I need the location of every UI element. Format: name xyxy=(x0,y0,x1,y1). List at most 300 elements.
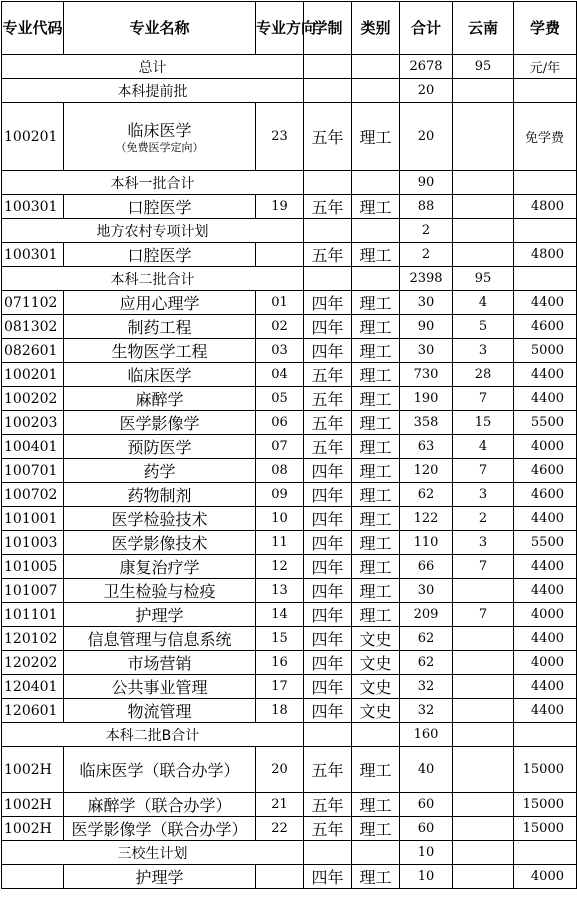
direction-cell: 08 xyxy=(256,459,304,483)
total-cell: 62 xyxy=(400,651,453,675)
direction-cell: 16 xyxy=(256,651,304,675)
category-cell xyxy=(352,171,400,195)
major-code-cell: 081302 xyxy=(2,315,64,339)
fee-cell xyxy=(514,723,577,747)
yunnan-cell: 3 xyxy=(453,531,514,555)
duration-cell: 五年 xyxy=(304,363,352,387)
major-name-cell xyxy=(64,387,256,411)
duration-cell: 四年 xyxy=(304,675,352,699)
total-cell: 20 xyxy=(400,103,453,171)
duration-cell: 四年 xyxy=(304,483,352,507)
yunnan-cell xyxy=(453,651,514,675)
yunnan-cell: 15 xyxy=(453,411,514,435)
yunnan-cell: 7 xyxy=(453,603,514,627)
category-cell: 理工 xyxy=(352,195,400,219)
total-cell: 358 xyxy=(400,411,453,435)
category-cell: 理工 xyxy=(352,363,400,387)
total-cell: 32 xyxy=(400,675,453,699)
major-name-cell xyxy=(64,339,256,363)
table-row xyxy=(2,793,577,817)
total-cell: 209 xyxy=(400,603,453,627)
duration-cell: 四年 xyxy=(304,699,352,723)
fee-cell: 4400 xyxy=(514,579,577,603)
major-name: 临床医学 xyxy=(127,366,192,385)
fee-cell: 4000 xyxy=(514,603,577,627)
duration-cell: 四年 xyxy=(304,315,352,339)
table-row xyxy=(2,411,577,435)
total-cell: 63 xyxy=(400,435,453,459)
duration-cell xyxy=(304,723,352,747)
yunnan-cell xyxy=(453,793,514,817)
yunnan-cell: 95 xyxy=(453,267,514,291)
table-row xyxy=(2,651,577,675)
major-code-cell: 120102 xyxy=(2,627,64,651)
major-code-cell: 1002H xyxy=(2,817,64,841)
major-name-cell xyxy=(64,747,256,793)
major-name: 口腔医学 xyxy=(127,246,192,265)
total-cell: 160 xyxy=(400,723,453,747)
yunnan-cell xyxy=(453,817,514,841)
yunnan-cell: 2 xyxy=(453,507,514,531)
duration-cell: 四年 xyxy=(304,507,352,531)
fee-cell: 4400 xyxy=(514,675,577,699)
yunnan-cell: 4 xyxy=(453,291,514,315)
fee-cell: 5000 xyxy=(514,339,577,363)
fee-cell: 15000 xyxy=(514,793,577,817)
direction-cell: 11 xyxy=(256,531,304,555)
major-name-cell xyxy=(64,315,256,339)
table-row xyxy=(2,507,577,531)
fee-cell xyxy=(514,219,577,243)
direction-cell: 22 xyxy=(256,817,304,841)
section-row xyxy=(2,841,577,865)
yunnan-cell: 4 xyxy=(453,435,514,459)
duration-cell: 四年 xyxy=(304,531,352,555)
category-cell xyxy=(352,723,400,747)
table-row xyxy=(2,339,577,363)
section-label: 本科一批合计 xyxy=(2,171,304,195)
section-label: 本科二批合计 xyxy=(2,267,304,291)
major-code-cell: 101101 xyxy=(2,603,64,627)
major-name: 药物制剂 xyxy=(127,486,192,505)
duration-cell: 四年 xyxy=(304,339,352,363)
major-name-cell xyxy=(64,363,256,387)
category-cell: 理工 xyxy=(352,315,400,339)
major-name-cell xyxy=(64,243,256,267)
table-row xyxy=(2,363,577,387)
duration-cell: 四年 xyxy=(304,651,352,675)
total-cell: 110 xyxy=(400,531,453,555)
major-code-cell: 120601 xyxy=(2,699,64,723)
fee-cell: 5500 xyxy=(514,531,577,555)
direction-cell: 21 xyxy=(256,793,304,817)
major-code-cell: 1002H xyxy=(2,793,64,817)
major-name: 康复治疗学 xyxy=(119,558,200,577)
major-code-cell: 082601 xyxy=(2,339,64,363)
total-cell: 730 xyxy=(400,363,453,387)
category-cell: 理工 xyxy=(352,603,400,627)
major-name: 临床医学 xyxy=(127,121,192,140)
direction-cell: 05 xyxy=(256,387,304,411)
direction-cell xyxy=(256,865,304,889)
major-code-cell xyxy=(2,865,64,889)
section-row xyxy=(2,79,577,103)
duration-cell: 四年 xyxy=(304,627,352,651)
duration-cell: 四年 xyxy=(304,865,352,889)
direction-cell: 19 xyxy=(256,195,304,219)
direction-cell: 01 xyxy=(256,291,304,315)
major-name: 应用心理学 xyxy=(119,294,200,313)
enrollment-plan-table xyxy=(1,1,577,889)
fee-cell xyxy=(514,841,577,865)
section-row xyxy=(2,267,577,291)
fee-cell: 元/年 xyxy=(514,55,577,79)
total-cell: 122 xyxy=(400,507,453,531)
category-cell: 理工 xyxy=(352,339,400,363)
major-name: 药学 xyxy=(143,462,176,481)
yunnan-cell xyxy=(453,675,514,699)
yunnan-cell: 3 xyxy=(453,483,514,507)
major-name: 口腔医学 xyxy=(127,198,192,217)
direction-cell: 07 xyxy=(256,435,304,459)
total-cell: 30 xyxy=(400,579,453,603)
category-cell: 理工 xyxy=(352,747,400,793)
category-cell: 理工 xyxy=(352,411,400,435)
total-cell: 88 xyxy=(400,195,453,219)
category-cell xyxy=(352,55,400,79)
table-row xyxy=(2,103,577,171)
yunnan-cell xyxy=(453,627,514,651)
major-code-cell: 100203 xyxy=(2,411,64,435)
major-name: 医学检验技术 xyxy=(111,510,208,529)
total-cell: 2 xyxy=(400,243,453,267)
major-code-cell: 101007 xyxy=(2,579,64,603)
section-row xyxy=(2,219,577,243)
major-name: 市场营销 xyxy=(127,654,192,673)
major-name-cell xyxy=(64,603,256,627)
fee-cell: 4800 xyxy=(514,195,577,219)
section-label: 本科提前批 xyxy=(2,79,304,103)
major-name-note: （免费医学定向） xyxy=(115,141,204,154)
major-name: 生物医学工程 xyxy=(111,342,208,361)
major-name: 临床医学（联合办学） xyxy=(79,761,240,780)
total-cell: 10 xyxy=(400,865,453,889)
yunnan-cell xyxy=(453,103,514,171)
fee-cell: 15000 xyxy=(514,747,577,793)
major-name: 麻醉学 xyxy=(135,390,184,409)
direction-cell: 10 xyxy=(256,507,304,531)
category-cell: 理工 xyxy=(352,243,400,267)
major-code-cell: 120401 xyxy=(2,675,64,699)
category-cell: 理工 xyxy=(352,555,400,579)
fee-cell: 免学费 xyxy=(514,103,577,171)
total-cell: 62 xyxy=(400,483,453,507)
major-name-cell xyxy=(64,579,256,603)
header-category: 类别 xyxy=(352,2,400,55)
major-code-cell: 120202 xyxy=(2,651,64,675)
header-fee: 学费 xyxy=(514,2,577,55)
major-name: 护理学 xyxy=(135,868,184,887)
duration-cell: 五年 xyxy=(304,411,352,435)
section-row xyxy=(2,55,577,79)
section-row xyxy=(2,171,577,195)
category-cell: 文史 xyxy=(352,675,400,699)
fee-cell: 4400 xyxy=(514,363,577,387)
category-cell: 文史 xyxy=(352,699,400,723)
header-code: 专业代码 xyxy=(2,2,64,55)
major-name-cell xyxy=(64,651,256,675)
total-cell: 2 xyxy=(400,219,453,243)
duration-cell xyxy=(304,171,352,195)
table-row xyxy=(2,817,577,841)
table-row xyxy=(2,315,577,339)
direction-cell xyxy=(256,243,304,267)
major-code-cell: 100702 xyxy=(2,483,64,507)
yunnan-cell: 28 xyxy=(453,363,514,387)
major-code-cell: 100701 xyxy=(2,459,64,483)
major-code-cell: 100401 xyxy=(2,435,64,459)
fee-cell: 4600 xyxy=(514,483,577,507)
yunnan-cell: 95 xyxy=(453,55,514,79)
duration-cell xyxy=(304,267,352,291)
table-row xyxy=(2,459,577,483)
direction-cell: 09 xyxy=(256,483,304,507)
direction-cell: 03 xyxy=(256,339,304,363)
yunnan-cell xyxy=(453,219,514,243)
total-cell: 30 xyxy=(400,339,453,363)
yunnan-cell: 5 xyxy=(453,315,514,339)
yunnan-cell xyxy=(453,171,514,195)
table-row xyxy=(2,627,577,651)
yunnan-cell xyxy=(453,243,514,267)
category-cell: 理工 xyxy=(352,291,400,315)
yunnan-cell xyxy=(453,579,514,603)
total-cell: 90 xyxy=(400,315,453,339)
major-name: 制药工程 xyxy=(127,318,192,337)
major-code-cell: 101001 xyxy=(2,507,64,531)
major-name-cell xyxy=(64,627,256,651)
yunnan-cell xyxy=(453,699,514,723)
duration-cell: 五年 xyxy=(304,103,352,171)
yunnan-cell: 7 xyxy=(453,555,514,579)
section-label: 地方农村专项计划 xyxy=(2,219,304,243)
total-cell: 62 xyxy=(400,627,453,651)
fee-cell: 4000 xyxy=(514,435,577,459)
major-name-cell xyxy=(64,411,256,435)
category-cell: 理工 xyxy=(352,507,400,531)
major-name-cell xyxy=(64,483,256,507)
duration-cell: 四年 xyxy=(304,579,352,603)
major-name: 预防医学 xyxy=(127,438,192,457)
duration-cell xyxy=(304,79,352,103)
section-label: 三校生计划 xyxy=(2,841,304,865)
duration-cell: 五年 xyxy=(304,195,352,219)
table-row xyxy=(2,531,577,555)
table-row xyxy=(2,603,577,627)
total-cell: 90 xyxy=(400,171,453,195)
yunnan-cell xyxy=(453,841,514,865)
table-row xyxy=(2,195,577,219)
duration-cell: 五年 xyxy=(304,387,352,411)
major-name: 医学影像学 xyxy=(119,414,200,433)
major-name-cell xyxy=(64,793,256,817)
table-row xyxy=(2,579,577,603)
major-name-cell xyxy=(64,817,256,841)
major-name: 卫生检验与检疫 xyxy=(103,582,216,601)
category-cell: 文史 xyxy=(352,627,400,651)
category-cell xyxy=(352,79,400,103)
duration-cell: 四年 xyxy=(304,291,352,315)
major-name: 医学影像学（联合办学） xyxy=(71,820,248,839)
fee-cell: 4000 xyxy=(514,651,577,675)
category-cell: 文史 xyxy=(352,651,400,675)
yunnan-cell xyxy=(453,79,514,103)
major-code-cell: 071102 xyxy=(2,291,64,315)
fee-cell: 15000 xyxy=(514,817,577,841)
category-cell xyxy=(352,267,400,291)
fee-cell: 4000 xyxy=(514,865,577,889)
major-name-cell xyxy=(64,865,256,889)
total-cell: 60 xyxy=(400,817,453,841)
fee-cell xyxy=(514,79,577,103)
direction-cell: 06 xyxy=(256,411,304,435)
total-cell: 66 xyxy=(400,555,453,579)
fee-cell: 4600 xyxy=(514,315,577,339)
major-name: 信息管理与信息系统 xyxy=(87,630,232,649)
duration-cell: 四年 xyxy=(304,603,352,627)
major-name-cell xyxy=(64,699,256,723)
duration-cell: 五年 xyxy=(304,793,352,817)
header-name: 专业名称 xyxy=(64,2,256,55)
category-cell: 理工 xyxy=(352,793,400,817)
table-row xyxy=(2,675,577,699)
category-cell: 理工 xyxy=(352,103,400,171)
major-code-cell: 1002H xyxy=(2,747,64,793)
duration-cell xyxy=(304,219,352,243)
major-code-cell: 101003 xyxy=(2,531,64,555)
category-cell: 理工 xyxy=(352,817,400,841)
total-cell: 32 xyxy=(400,699,453,723)
major-name-cell xyxy=(64,435,256,459)
category-cell: 理工 xyxy=(352,459,400,483)
fee-cell xyxy=(514,171,577,195)
table-row xyxy=(2,555,577,579)
table-row xyxy=(2,483,577,507)
duration-cell: 五年 xyxy=(304,747,352,793)
fee-cell: 4400 xyxy=(514,699,577,723)
table-row xyxy=(2,699,577,723)
yunnan-cell: 7 xyxy=(453,387,514,411)
duration-cell: 五年 xyxy=(304,243,352,267)
duration-cell xyxy=(304,55,352,79)
total-cell: 20 xyxy=(400,79,453,103)
total-cell: 10 xyxy=(400,841,453,865)
major-name-cell xyxy=(64,555,256,579)
table-row xyxy=(2,747,577,793)
yunnan-cell xyxy=(453,195,514,219)
category-cell: 理工 xyxy=(352,435,400,459)
major-code-cell: 100301 xyxy=(2,195,64,219)
yunnan-cell xyxy=(453,865,514,889)
direction-cell: 23 xyxy=(256,103,304,171)
direction-cell: 18 xyxy=(256,699,304,723)
total-cell: 190 xyxy=(400,387,453,411)
direction-cell: 17 xyxy=(256,675,304,699)
fee-cell: 4800 xyxy=(514,243,577,267)
category-cell: 理工 xyxy=(352,579,400,603)
category-cell: 理工 xyxy=(352,387,400,411)
duration-cell xyxy=(304,841,352,865)
major-name-cell xyxy=(64,103,256,171)
header-yunnan: 云南 xyxy=(453,2,514,55)
category-cell xyxy=(352,841,400,865)
major-name: 物流管理 xyxy=(127,702,192,721)
fee-cell: 4400 xyxy=(514,291,577,315)
table-row xyxy=(2,435,577,459)
header-duration: 学制 xyxy=(304,2,352,55)
section-label: 总计 xyxy=(2,55,304,79)
header-total: 合计 xyxy=(400,2,453,55)
category-cell: 理工 xyxy=(352,483,400,507)
major-name: 麻醉学（联合办学） xyxy=(87,796,232,815)
total-cell: 30 xyxy=(400,291,453,315)
fee-cell: 4600 xyxy=(514,459,577,483)
fee-cell: 5500 xyxy=(514,411,577,435)
header-row xyxy=(2,2,577,55)
total-cell: 2678 xyxy=(400,55,453,79)
total-cell: 120 xyxy=(400,459,453,483)
major-name-cell xyxy=(64,507,256,531)
major-name-cell xyxy=(64,291,256,315)
duration-cell: 四年 xyxy=(304,555,352,579)
direction-cell: 20 xyxy=(256,747,304,793)
direction-cell: 13 xyxy=(256,579,304,603)
header-direction: 专业方向 xyxy=(256,2,304,55)
table-row xyxy=(2,865,577,889)
direction-cell: 02 xyxy=(256,315,304,339)
total-cell: 2398 xyxy=(400,267,453,291)
yunnan-cell: 7 xyxy=(453,459,514,483)
total-cell: 60 xyxy=(400,793,453,817)
major-name-cell xyxy=(64,531,256,555)
section-label: 本科二批B合计 xyxy=(2,723,304,747)
major-name-cell xyxy=(64,195,256,219)
duration-cell: 五年 xyxy=(304,435,352,459)
table-row xyxy=(2,291,577,315)
major-code-cell: 100201 xyxy=(2,103,64,171)
table-row xyxy=(2,243,577,267)
major-name: 公共事业管理 xyxy=(111,678,208,697)
major-name: 医学影像技术 xyxy=(111,534,208,553)
major-name: 护理学 xyxy=(135,606,184,625)
direction-cell: 14 xyxy=(256,603,304,627)
section-row xyxy=(2,723,577,747)
duration-cell: 五年 xyxy=(304,817,352,841)
category-cell xyxy=(352,219,400,243)
fee-cell: 4400 xyxy=(514,507,577,531)
major-code-cell: 100201 xyxy=(2,363,64,387)
total-cell: 40 xyxy=(400,747,453,793)
major-code-cell: 100202 xyxy=(2,387,64,411)
fee-cell: 4400 xyxy=(514,555,577,579)
fee-cell: 4400 xyxy=(514,627,577,651)
yunnan-cell: 3 xyxy=(453,339,514,363)
major-name-cell xyxy=(64,675,256,699)
fee-cell: 4400 xyxy=(514,387,577,411)
fee-cell xyxy=(514,267,577,291)
category-cell: 理工 xyxy=(352,531,400,555)
major-code-cell: 101005 xyxy=(2,555,64,579)
